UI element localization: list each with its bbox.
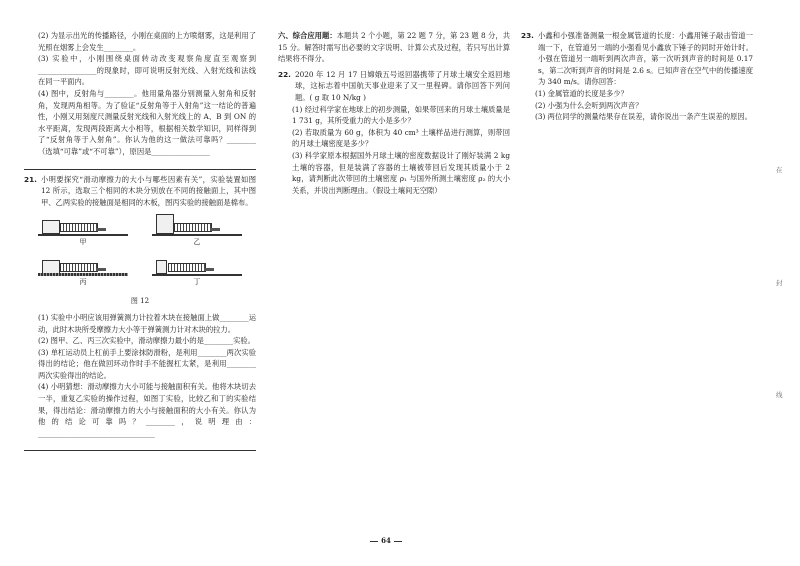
q21-part-2: (2) 图甲、乙、丙三次实验中，滑动摩擦力最小的是________实验。 bbox=[38, 336, 255, 346]
figure-caption: 图 12 bbox=[130, 297, 150, 306]
figure-label: 甲 bbox=[79, 237, 87, 246]
binding-mark: 封 bbox=[776, 279, 783, 287]
q21-header bbox=[24, 174, 256, 209]
q21-part-3: (3) 单杠运动员上杠前手上要涂抹防滑粉，是利用________两次实验得出的结论；他在做回环动作时手不能握杠太紧，是利用________两次实验得出的结论。 bbox=[38, 347, 256, 380]
q21-number: 21. bbox=[24, 174, 37, 184]
q23-number: 23. bbox=[521, 31, 534, 40]
pull-handle bbox=[96, 228, 106, 231]
q22-part-2: (2) 若取质量为 60 g，体积为 40 cm³ 土壤样品进行测算，则带回的月球土壤密度是多少？ bbox=[292, 127, 510, 149]
q21-part-4: (4) 小明猜想：滑动摩擦力大小可能与接触面积有关。他将木块切去一半，重复乙实验的操作过程，如图丁实验，比较乙和丁的实验结果，得出结论：滑动摩擦力的大小与接触面积的大小有关。你认为他的结论可靠吗？________，说明理由：________________________________ bbox=[38, 382, 256, 438]
figure-jia bbox=[38, 214, 128, 244]
section-6-header bbox=[278, 30, 510, 65]
q22-part-1: (1) 经过科学家在地球上的初步测量，如果带回来的月球土壤质量是 1 731 g，其所受重力的大小是多少？ bbox=[292, 104, 510, 126]
half-wood-block bbox=[156, 260, 167, 274]
spring-scale bbox=[60, 263, 98, 272]
q22-intro: 2020 年 12 月 17 日嫦娥五号返回器携带了月球土壤安全返回地球，这标志着中国航天事业迎来了又一里程碑。请你回答下列问题。( g 取 10 N/kg ) bbox=[294, 69, 510, 102]
page-number: 64 bbox=[366, 535, 406, 547]
q20-part-4: (4) 图中，反射角与________。他用量角器分别测量入射角和反射角，发现两角相等。为了验证“反射角等于入射角”这一结论的普遍性，小刚又用刻度尺测量反射光线和入射光线上的 A、B 到 ON 的水平距离，发现两段距离大小相等，根据相关数学知识，同样得到了“反射角等于入射角”。你认为他的这一做法可靠吗？________（选填“可靠”或“不可靠”），原因是________________ bbox=[38, 88, 256, 156]
q20-part-2: (2) 为显示出光的传播路径，小刚在桌面的上方喷烟雾，这是利用了光照在烟雾上会发生________。 bbox=[38, 31, 256, 52]
pull-handle bbox=[204, 268, 214, 271]
section-title: 六、综合应用题： bbox=[278, 31, 337, 40]
q23-intro: 小鑫和小强准备测量一根金属管道的长度：小鑫用锤子敲击管道一端一下，在管道另一端的小强看见小鑫放下锤子的同时开始计时。小强在管道另一端听到两次声音，第一次听到声音的时间是 0.17 s，第二次听到声音的时间是 2.6 s。已知声音在空气中的传播速度为 340 m/s。请你回答： bbox=[537, 31, 753, 87]
binding-mark: 在 bbox=[776, 166, 783, 174]
answer-line bbox=[24, 440, 256, 451]
figure-yi bbox=[152, 214, 242, 244]
figure-label: 丙 bbox=[79, 277, 87, 286]
column-left bbox=[24, 30, 256, 453]
q23-part-2: (2) 小强为什么会听到两次声音？ bbox=[535, 100, 643, 110]
spring-scale bbox=[60, 223, 98, 232]
figure-12 bbox=[24, 214, 256, 294]
q22-part-3: (3) 科学家原本根据国外月球土壤的密度数据设计了刚好装满 2 kg 土壤的容器，但是装满了容器的土壤被带回后发现其质量小于 2 kg，请判断此次带回的土壤密度 ρ₁ 与国外所测土壤密度 ρ₂ 的大小关系，并说出判断理由。（假设土壤间无空隙） bbox=[292, 150, 510, 195]
figure-bing bbox=[38, 254, 128, 284]
section-description: 本题共 2 个小题，第 22 题 7 分，第 23 题 8 分，共 15 分。解答时需写出必要的文字说明、计算公式及过程，若只写出计算结果将不得分。 bbox=[278, 31, 511, 64]
column-middle bbox=[278, 30, 510, 196]
pull-handle bbox=[210, 228, 220, 231]
wood-block bbox=[42, 260, 60, 274]
wood-block bbox=[156, 214, 174, 234]
binding-mark: 线 bbox=[776, 391, 783, 399]
q22-header bbox=[278, 69, 510, 104]
q23-part-1: (1) 金属管道的长度是多少？ bbox=[535, 88, 628, 98]
wood-block bbox=[42, 220, 60, 234]
q23-part-3: (3) 两位同学的测量结果存在误差，请你说出一条产生误差的原因。 bbox=[535, 112, 752, 122]
figure-ding bbox=[152, 254, 242, 284]
spring-scale bbox=[168, 263, 206, 272]
column-right bbox=[521, 30, 753, 123]
q22-number: 22. bbox=[278, 69, 291, 79]
figure-label: 乙 bbox=[193, 237, 201, 246]
spring-scale bbox=[174, 223, 212, 232]
answer-line bbox=[24, 159, 256, 170]
q21-intro: 小明要探究“滑动摩擦力的大小与哪些因素有关”，实验装置如图 12 所示，选取三个相同的木块分别放在不同的接触面上，其中图甲、乙两实验的接触面是相同的木板，图丙实验的接触面是棉布。 bbox=[40, 174, 256, 207]
figure-label: 丁 bbox=[193, 277, 201, 286]
q21-part-1: (1) 实验中小明应该用弹簧测力计拉着木块在接触面上做________运动，此时木块所受摩擦力大小等于弹簧测力计对木块的拉力。 bbox=[38, 312, 256, 334]
q23-header bbox=[521, 30, 753, 88]
q20-part-3: (3) 实验中，小刚围绕桌面转动改变观察角度直至观察到________________的现象时，即可说明反射光线、入射光线和法线在同一平面内。 bbox=[38, 54, 256, 87]
pull-handle bbox=[96, 268, 106, 271]
